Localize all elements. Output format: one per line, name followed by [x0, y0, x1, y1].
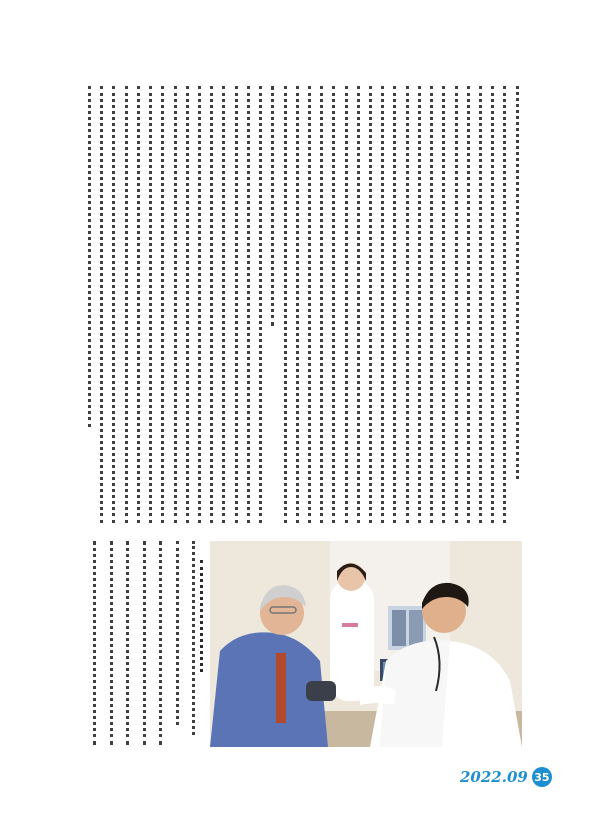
- text-column: [320, 86, 329, 523]
- main-text-columns: [88, 86, 525, 523]
- text-column: [126, 541, 135, 745]
- text-column: [284, 86, 293, 523]
- text-column: [174, 86, 183, 523]
- text-column: [149, 86, 158, 523]
- text-column: [137, 86, 146, 523]
- text-column: [503, 86, 512, 523]
- text-column: [161, 86, 170, 523]
- text-column: [110, 541, 119, 745]
- text-column: [393, 86, 402, 523]
- text-column: [332, 86, 341, 523]
- text-column: [516, 86, 525, 479]
- text-column: [442, 86, 451, 523]
- text-column: [259, 86, 268, 523]
- text-column: [357, 86, 366, 523]
- bottom-left-text-columns: [93, 541, 201, 745]
- doctor-patient-photo: [210, 541, 522, 747]
- text-column: [271, 86, 280, 326]
- text-column: [143, 541, 152, 745]
- text-column: [430, 86, 439, 523]
- text-column: [125, 86, 134, 523]
- text-column: [479, 86, 488, 523]
- issue-date: 2022.09: [460, 768, 528, 786]
- text-column: [369, 86, 378, 523]
- page-number-badge: 35: [532, 767, 552, 787]
- text-column: [406, 86, 415, 523]
- text-column: [491, 86, 500, 523]
- page-footer: [460, 766, 552, 788]
- photo-caption-text: [200, 560, 210, 672]
- text-column: [100, 86, 109, 523]
- text-column: [381, 86, 390, 523]
- text-column: [186, 86, 195, 523]
- text-column: [296, 86, 305, 523]
- text-column: [159, 541, 168, 745]
- text-column: [247, 86, 256, 523]
- text-column: [222, 86, 231, 523]
- text-column: [93, 541, 102, 745]
- text-column: [210, 86, 219, 523]
- text-column: [345, 86, 354, 523]
- text-column: [88, 86, 97, 427]
- text-column: [176, 541, 185, 725]
- text-column: [308, 86, 317, 523]
- text-column: [418, 86, 427, 523]
- text-column: [455, 86, 464, 523]
- text-column: [112, 86, 121, 523]
- text-column: [235, 86, 244, 523]
- text-column: [198, 86, 207, 523]
- text-column: [467, 86, 476, 523]
